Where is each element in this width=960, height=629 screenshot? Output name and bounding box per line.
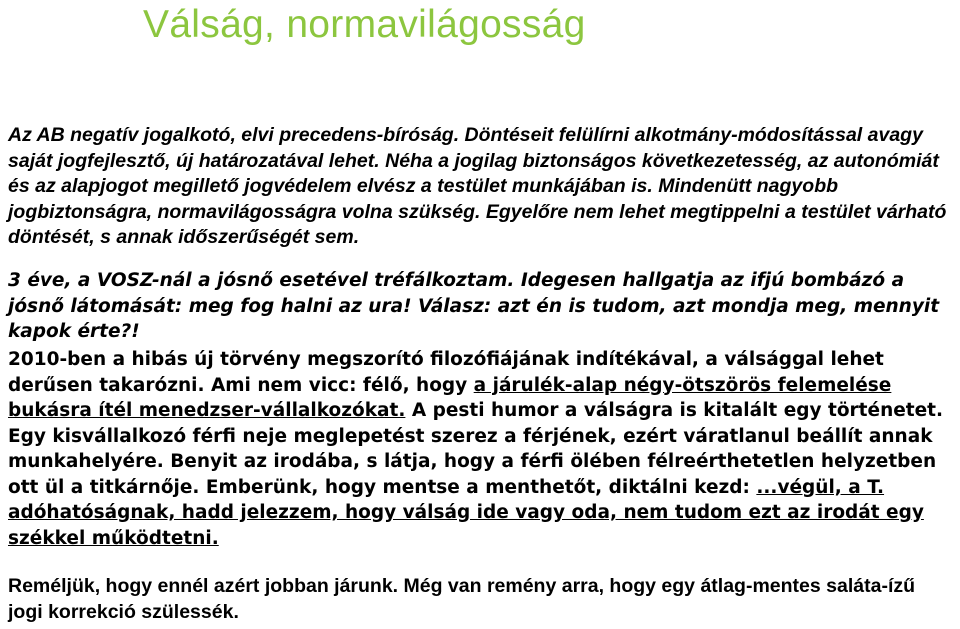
paragraph-text: Az AB negatív jogalkotó, elvi precedens-bíróság. Döntéseit felülírni alkotmány-módosítással avagy saját jogfejlesztő, új határozatával lehet. Néha a jogilag biztonságos következetesség, az autonómiát és az alapjogot megillető jogvédelem elvész a testület munkájában is. Mindenütt nagyobb jogbiztonságra, normavilágosságra volna szükség. Egyelőre nem lehet megtippelni a testület várható döntését, s annak időszerűségét sem.: [8, 124, 947, 248]
paragraph-text: 2010-ben a hibás új törvény megszorító filozófiájának indítékával, a válsággal lehet derűsen takarózni. Ami nem vicc: félő, hogy: [8, 349, 884, 396]
paragraph-crisis-story: [8, 347, 954, 551]
underlined-phrase: a járulék-alap négy-ötszörös felemelése bukásra ítél menedzser-vállalkozókat.: [8, 374, 892, 421]
paragraph-conclusion: [8, 574, 954, 625]
paragraph-fortune-teller-joke: [8, 268, 954, 345]
paragraph-text: A pesti humor a válságra is kitalált egy történetet. Egy kisvállalkozó férfi neje meglepetést szerez a férjének, ezért váratlanul beállít annak munkahelyére. Benyit az irodába, s látja, hogy a férfi ölében félreérthetetlen helyzetben ott ül a titkárnője. Emberünk, hogy mentse a menthetőt, diktálni kezd:: [8, 400, 944, 498]
paragraph-text: Reméljük, hogy ennél azért jobban járunk. Még van remény arra, hogy egy átlag-mentes saláta-ízű jogi korrekció szülessék.: [8, 575, 916, 623]
paragraph-text: 3 éve, a VOSZ-nál a jósnő esetével tréfálkoztam. Idegesen hallgatja az ifjú bombázó a jósnő látomását: meg fog halni az ura! Válasz: azt én is tudom, azt mondja meg, mennyit kapok érte?!: [8, 270, 940, 342]
underlined-phrase: ...végül, a T. adóhatóságnak, hadd jelezzem, hogy válság ide vagy oda, nem tudom ezt az irodát egy székkel működtetni.: [8, 476, 924, 549]
slide-title: Válság, normavilágosság: [143, 3, 586, 46]
paragraph-constitutional-court: [8, 123, 954, 251]
